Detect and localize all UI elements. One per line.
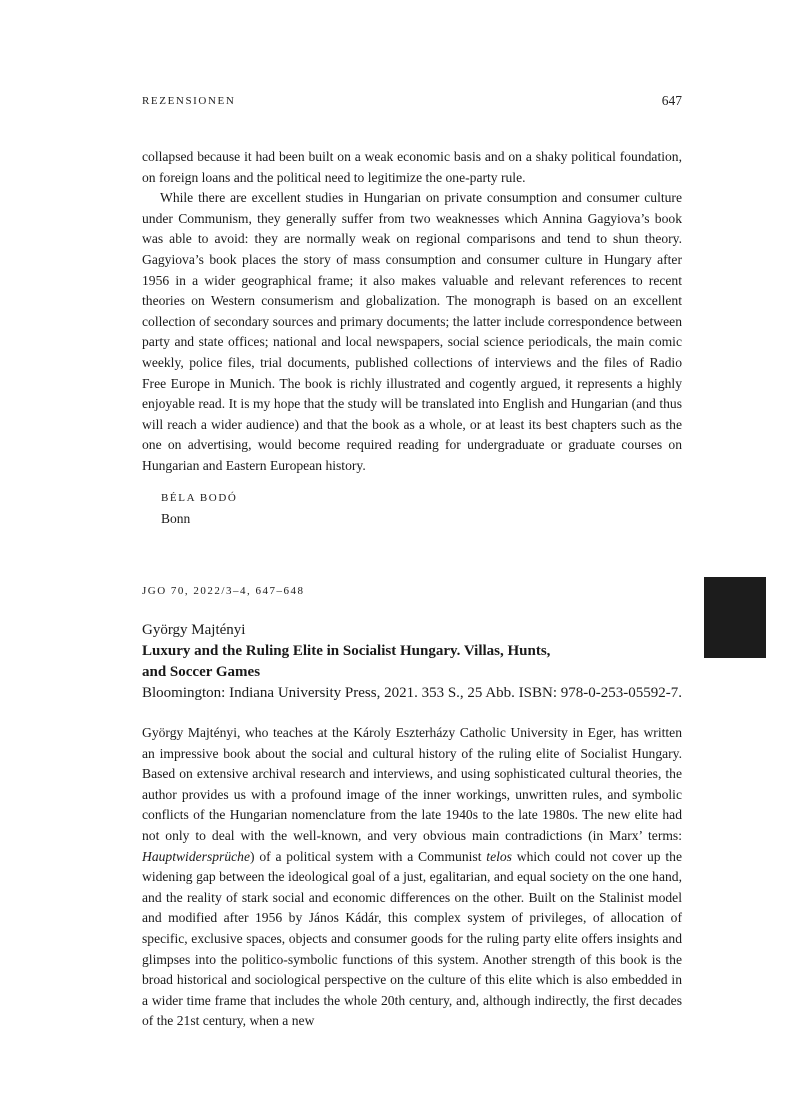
- running-head: REZENSIONEN: [142, 95, 236, 107]
- paragraph: collapsed because it had been built on a weak economic basis and on a shaky political foundation, on foreign loans and the political need to legitimize the one-party rule.: [142, 149, 682, 185]
- book-publication: Bloomington: Indiana University Press, 2021. 353 S., 25 Abb. ISBN: 978-0-253-05592-7.: [142, 685, 682, 701]
- reviewer-location: Bonn: [161, 510, 191, 526]
- text-run: ) of a political system with a Communist: [250, 848, 487, 864]
- journal-reference: JGO 70, 2022/3–4, 647–648: [142, 585, 305, 597]
- previous-review-text: [142, 147, 682, 477]
- reviewer-signature: [161, 488, 237, 529]
- review-text: [142, 723, 682, 1032]
- page-number: 647: [661, 93, 682, 108]
- reviewer-name: BÉLA BODÓ: [161, 492, 238, 504]
- paragraph: While there are excellent studies in Hungarian on private consumption and consumer culture under Communism, they generally suffer from two weaknesses which Annina Gagyiova’s book was able to avoid: they are normally weak on regional comparisons and tend to shun theory. Gagyiova’s book places the story of mass consumption and consumer culture in Hungary after 1956 in a wider geographical frame; it also makes valuable and relevant references to recent theories on Western consumerism and globalization. The monograph is based on an excellent collection of secondary sources and primary documents; the latter include correspondence between party and state offices; national and local newspapers, social science periodicals, the main comic weekly, police files, trial documents, published collections of interviews and the files of Radio Free Europe in Munich. The book is richly illustrated and cogently argued, it represents a highly enjoyable read. It is my hope that the study will be translated into English and Hungarian (and thus will reach a wider audience) and that the book as a whole, or at least its best chapters such as the one on advertising, would become required reading for undergraduate or graduate courses on Hungarian and Eastern European history.: [142, 190, 682, 473]
- paragraph: [142, 723, 682, 1032]
- text-run: György Majtényi, who teaches at the Károly Eszterházy Catholic University in Eger, has written an impressive book about the social and cultural history of the ruling elite of Socialist Hungary. Based on extensive archival research and interviews, and using sophisticated cultural theories, the author provides us with a profound image of the inner workings, unwritten rules, and symbolic conflicts of the Hungarian nomenclature from the late 1940s to the late 1980s. The new elite had not only to deal with the well-known, and very obvious main contradictions (in Marx’ terms:: [142, 725, 682, 843]
- book-author: György Majtényi: [142, 622, 246, 638]
- book-title: Luxury and the Ruling Elite in Socialist Hungary. Villas, Hunts, and Soccer Games: [142, 643, 551, 680]
- italic-term: telos: [486, 848, 512, 864]
- italic-term: Hauptwidersprüche: [142, 848, 250, 864]
- text-run: which could not cover up the widening gap between the ideological goal of a just, egalitarian, and equal society on the one hand, and the reality of stark social and economic differences on the other. Built on the Stalinist model and modified after 1956 by János Kádár, this complex system of privileges, of allocation of specific, exclusive spaces, objects and consumer goods for the ruling party elite offers insights and glimpses into the politico-symbolic functions of this system. Another strength of this book is the broad historical and sociological perspective on the culture of this elite which is also embedded in a wider time frame that includes the whole 20th century, and, although indirectly, the first decades of the 21st century, when a new: [142, 848, 683, 1029]
- book-header: [142, 620, 702, 704]
- thumb-index-tab: [704, 577, 766, 658]
